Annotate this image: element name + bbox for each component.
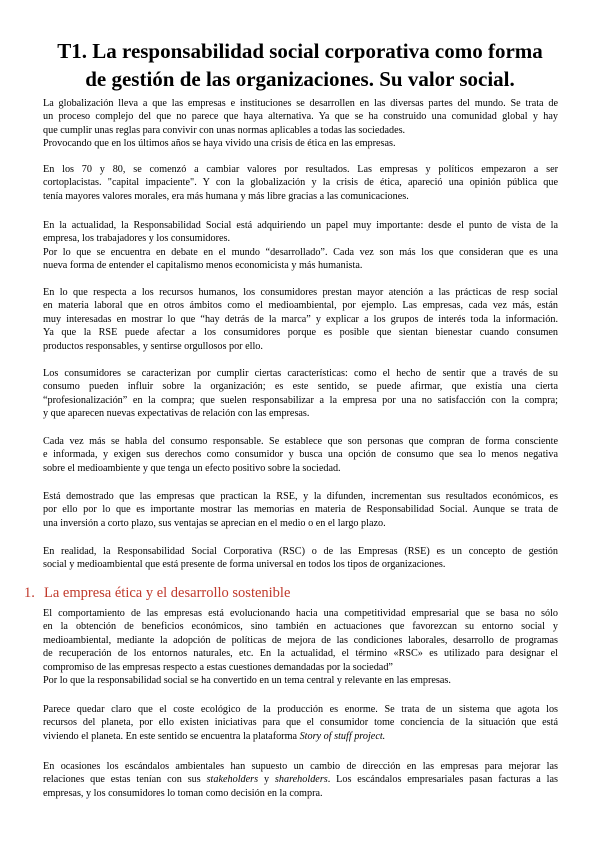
section-heading-1	[24, 584, 564, 602]
shareholders-term: shareholders	[274, 774, 328, 786]
text-line: Provocando que en los últimos años se haya vivido una crisis de ética en las empresas.	[43, 138, 396, 150]
text-line: En la actualidad, la Responsabilidad Social está adquiriendo un papel muy importante: desde el punto de vista de la	[43, 220, 558, 231]
text-line: Por lo que se encuentra en debate en el mundo “desarrollado”. Cada vez son más los que consideran que es una	[43, 246, 558, 258]
text-run: . Los escándalos empresariales pasan facturas a las	[327, 774, 558, 786]
text-line: La globalización lleva a que las empresas e instituciones se desarrollen en las diversas partes del mundo. Se trata de	[43, 98, 558, 109]
text-line: muy interesadas en mostrar lo que “hay detrás de la marca” y explicar a los grupos de interés toda la información.	[43, 313, 558, 325]
paragraph-actualidad	[43, 219, 558, 273]
paragraph-coste-ecologico	[43, 703, 558, 743]
text-line: e informada, y exigen sus derechos como consumidor y busca una opción de consumo que sea lo menos negativa	[43, 449, 558, 461]
text-line: de recuperación de los entornos naturales, etc. En la actualidad, el término «RSC» es utilizado para designar el	[43, 648, 558, 660]
text-line	[43, 730, 558, 743]
paragraph-consumidores	[43, 367, 558, 421]
text-line: social y medioambiental que está presente de forma universal en todos los tipos de organizaciones.	[43, 559, 446, 571]
text-line: En realidad, la Responsabilidad Social Corporativa (RSC) o de las Empresas (RSE) es un concepto de gestión	[43, 546, 558, 557]
text-line: empresa, los trabajadores y los consumidores.	[43, 233, 231, 245]
text-line	[43, 773, 558, 786]
section-number: 1.	[24, 585, 35, 601]
text-run: relaciones que estas tenían con sus	[43, 774, 207, 786]
stakeholders-term: stakeholders	[206, 774, 259, 786]
text-line: nueva forma de entender el capitalismo menos economicista y más humanista.	[43, 260, 363, 272]
text-line: medioambiental, mediante la adopción de políticas de mejora de las condiciones laborales, desarrollo de programas	[43, 634, 558, 646]
text-line: sobre el medioambiente y que tenga un efecto positivo sobre la sociedad.	[43, 462, 341, 474]
text-line: recursos del planeta, por ello existen iniciativas para que el consumidor tome conciencia de la situación que está	[43, 717, 558, 729]
text-line: “profesionalización” en la compra; que suelen responsabilizar a la empresa por una no satisfacción con la compra;	[43, 394, 558, 406]
title-line-1: T1. La responsabilidad social corporativa como forma	[57, 39, 543, 63]
title-line-2: de gestión de las organizaciones. Su valor social.	[85, 67, 515, 91]
text-line: en la obtención de beneficios económicos, sino también en actuaciones que favorezcan su entorno social y	[43, 621, 558, 633]
text-line: Los consumidores se caracterizan por cumplir ciertas características: como el hecho de sentir que a través de su	[43, 368, 558, 379]
text-line: En los 70 y 80, se comenzó a cambiar valores por resultados. Las empresas y políticos empezaron a ser	[43, 164, 558, 175]
text-line: por ello por lo que es importante mostrar las memorias en materia de Responsabilidad Social. Aunque se trata de	[43, 504, 558, 516]
text-line: que cumplir unas reglas para convivir con unas normas aplicables a todas las sociedades.	[43, 124, 406, 136]
paragraph-globalization	[43, 97, 558, 151]
text-line: compromiso de las empresas respecto a estas cuestiones demandadas por la sociedad”	[43, 661, 393, 673]
text-run: y	[258, 774, 275, 786]
text-line: y que aparecen nuevas expectativas de relación con las empresas.	[43, 408, 310, 420]
story-of-stuff-title: Story of stuff project.	[299, 730, 386, 742]
text-line: tenía mayores valores morales, era más humana y más libre gracias a las comunicaciones.	[43, 190, 409, 202]
document-title	[40, 37, 560, 93]
text-line: consumo pueden influir sobre la organización; es este sentido, se puede afirmar, que existía una cierta	[43, 381, 558, 393]
text-line: Cada vez más se habla del consumo responsable. Se establece que son personas que compran de forma consciente	[43, 436, 558, 447]
text-line: un proceso complejo del que no parece que haya alternativa. Ya que se ha construido una comunidad global y hay	[43, 111, 558, 123]
text-line: En lo que respecta a los recursos humanos, los consumidores prestan mayor atención a las prácticas de resp social	[43, 287, 558, 298]
text-line: Ya que la RSE puede afectar a los consumidores porque es posible que sientan bienestar cuando consumen	[43, 327, 558, 339]
text-line: productos responsables, y sentirse orgullosos por ello.	[43, 340, 263, 352]
paragraph-realidad	[43, 545, 558, 572]
text-line: En ocasiones los escándalos ambientales han supuesto un cambio de dirección en las empresas para mejorar las	[43, 761, 558, 772]
paragraph-resultados	[43, 490, 558, 530]
text-line: Parece quedar claro que el coste ecológico de la producción es enorme. Se trata de un sistema que agota los	[43, 704, 558, 715]
text-line: Está demostrado que las empresas que practican la RSE, y la difunden, incrementan sus resultados económicos, es	[43, 491, 558, 502]
text-run: viviendo el planeta. En este sentido se encuentra la plataforma	[43, 730, 300, 742]
paragraph-consumo-responsable	[43, 435, 558, 475]
paragraph-escandalos	[43, 760, 558, 800]
paragraph-70s-80s	[43, 163, 558, 203]
text-line: una inversión a corto plazo, sus ventajas se aprecian en el medio o en el largo plazo.	[43, 517, 386, 529]
text-line: El comportamiento de las empresas está evolucionando hacia una competitividad empresarial que se basa no sólo	[43, 608, 558, 619]
text-line: en materia laboral que en otros ámbitos como el medioambiental, por ejemplo. Las empresas, cada vez más, están	[43, 300, 558, 312]
text-line: empresas, y los consumidores lo toman como decisión en la compra.	[43, 787, 323, 799]
section-title: La empresa ética y el desarrollo sostenible	[44, 585, 291, 601]
paragraph-comportamiento	[43, 607, 558, 687]
text-line: Por lo que la responsabilidad social se ha convertido en un tema central y relevante en las empresas.	[43, 675, 451, 687]
text-line: cortoplacistas. "capital impaciente". Y con la globalización y la crisis de ética, apareció una opinión pública que	[43, 177, 558, 189]
paragraph-recursos-humanos	[43, 286, 558, 353]
